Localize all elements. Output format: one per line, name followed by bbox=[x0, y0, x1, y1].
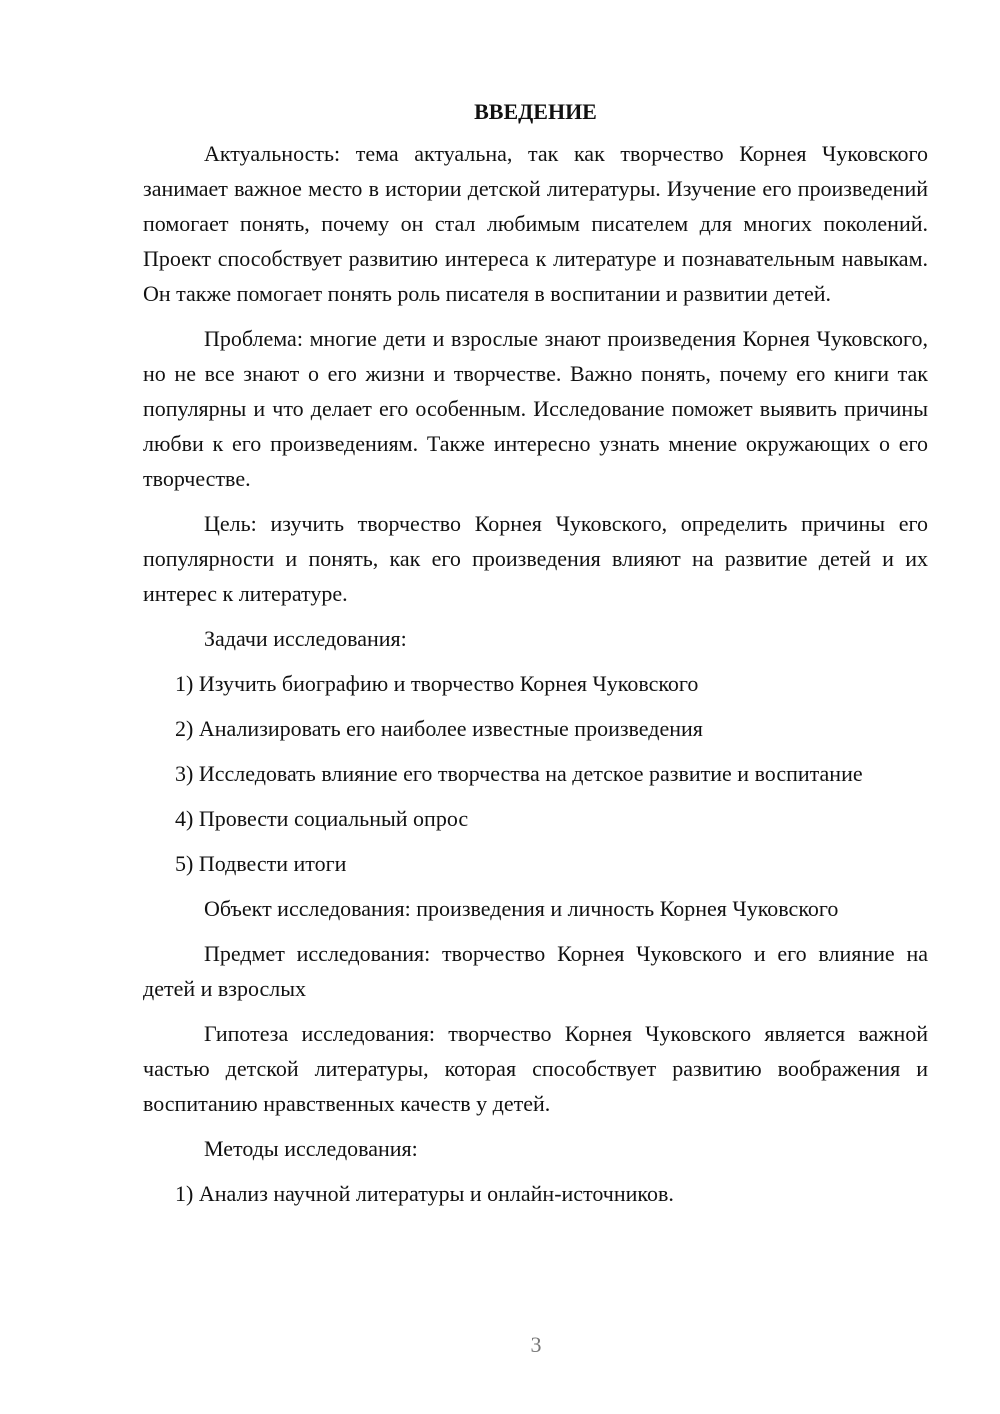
tasks-heading: Задачи исследования: bbox=[204, 626, 407, 651]
problem-paragraph: Проблема: многие дети и взрослые знают произведения Корнея Чуковского, но не все знают о его жизни и творчестве. Важно понять, почему его книги так популярны и что делает его особенным. Исследование поможет выявить причины любви к его произведениям. Также интересно узнать мнение окружающих о его творчестве. bbox=[143, 326, 928, 491]
task-item-2: 2) Анализировать его наиболее известные произведения bbox=[175, 716, 703, 741]
subject-paragraph: Предмет исследования: творчество Корнея Чуковского и его влияние на детей и взрослых bbox=[143, 941, 928, 1001]
method-item-1: 1) Анализ научной литературы и онлайн-источников. bbox=[175, 1181, 674, 1206]
goal-paragraph: Цель: изучить творчество Корнея Чуковского, определить причины его популярности и понять, как его произведения влияют на развитие детей и их интерес к литературе. bbox=[143, 511, 928, 606]
methods-heading: Методы исследования: bbox=[204, 1136, 418, 1161]
relevance-paragraph: Актуальность: тема актуальна, так как творчество Корнея Чуковского занимает важное место в истории детской литературы. Изучение его произведений помогает понять, почему он стал любимым писателем для многих поколений. Проект способствует развитию интереса к литературе и познавательным навыкам. Он также помогает понять роль писателя в воспитании и развитии детей. bbox=[143, 141, 928, 306]
object-paragraph: Объект исследования: произведения и личность Корнея Чуковского bbox=[204, 896, 839, 921]
task-item-3: 3) Исследовать влияние его творчества на детское развитие и воспитание bbox=[175, 761, 863, 786]
section-title: ВВЕДЕНИЕ bbox=[474, 99, 597, 124]
task-item-5: 5) Подвести итоги bbox=[175, 851, 347, 876]
task-item-4: 4) Провести социальный опрос bbox=[175, 806, 469, 831]
document-page bbox=[143, 94, 928, 1221]
task-item-1: 1) Изучить биографию и творчество Корнея Чуковского bbox=[175, 671, 699, 696]
page-number: 3 bbox=[530, 1332, 542, 1357]
hypothesis-paragraph: Гипотеза исследования: творчество Корнея Чуковского является важной частью детской литературы, которая способствует развитию воображения и воспитанию нравственных качеств у детей. bbox=[143, 1021, 928, 1116]
